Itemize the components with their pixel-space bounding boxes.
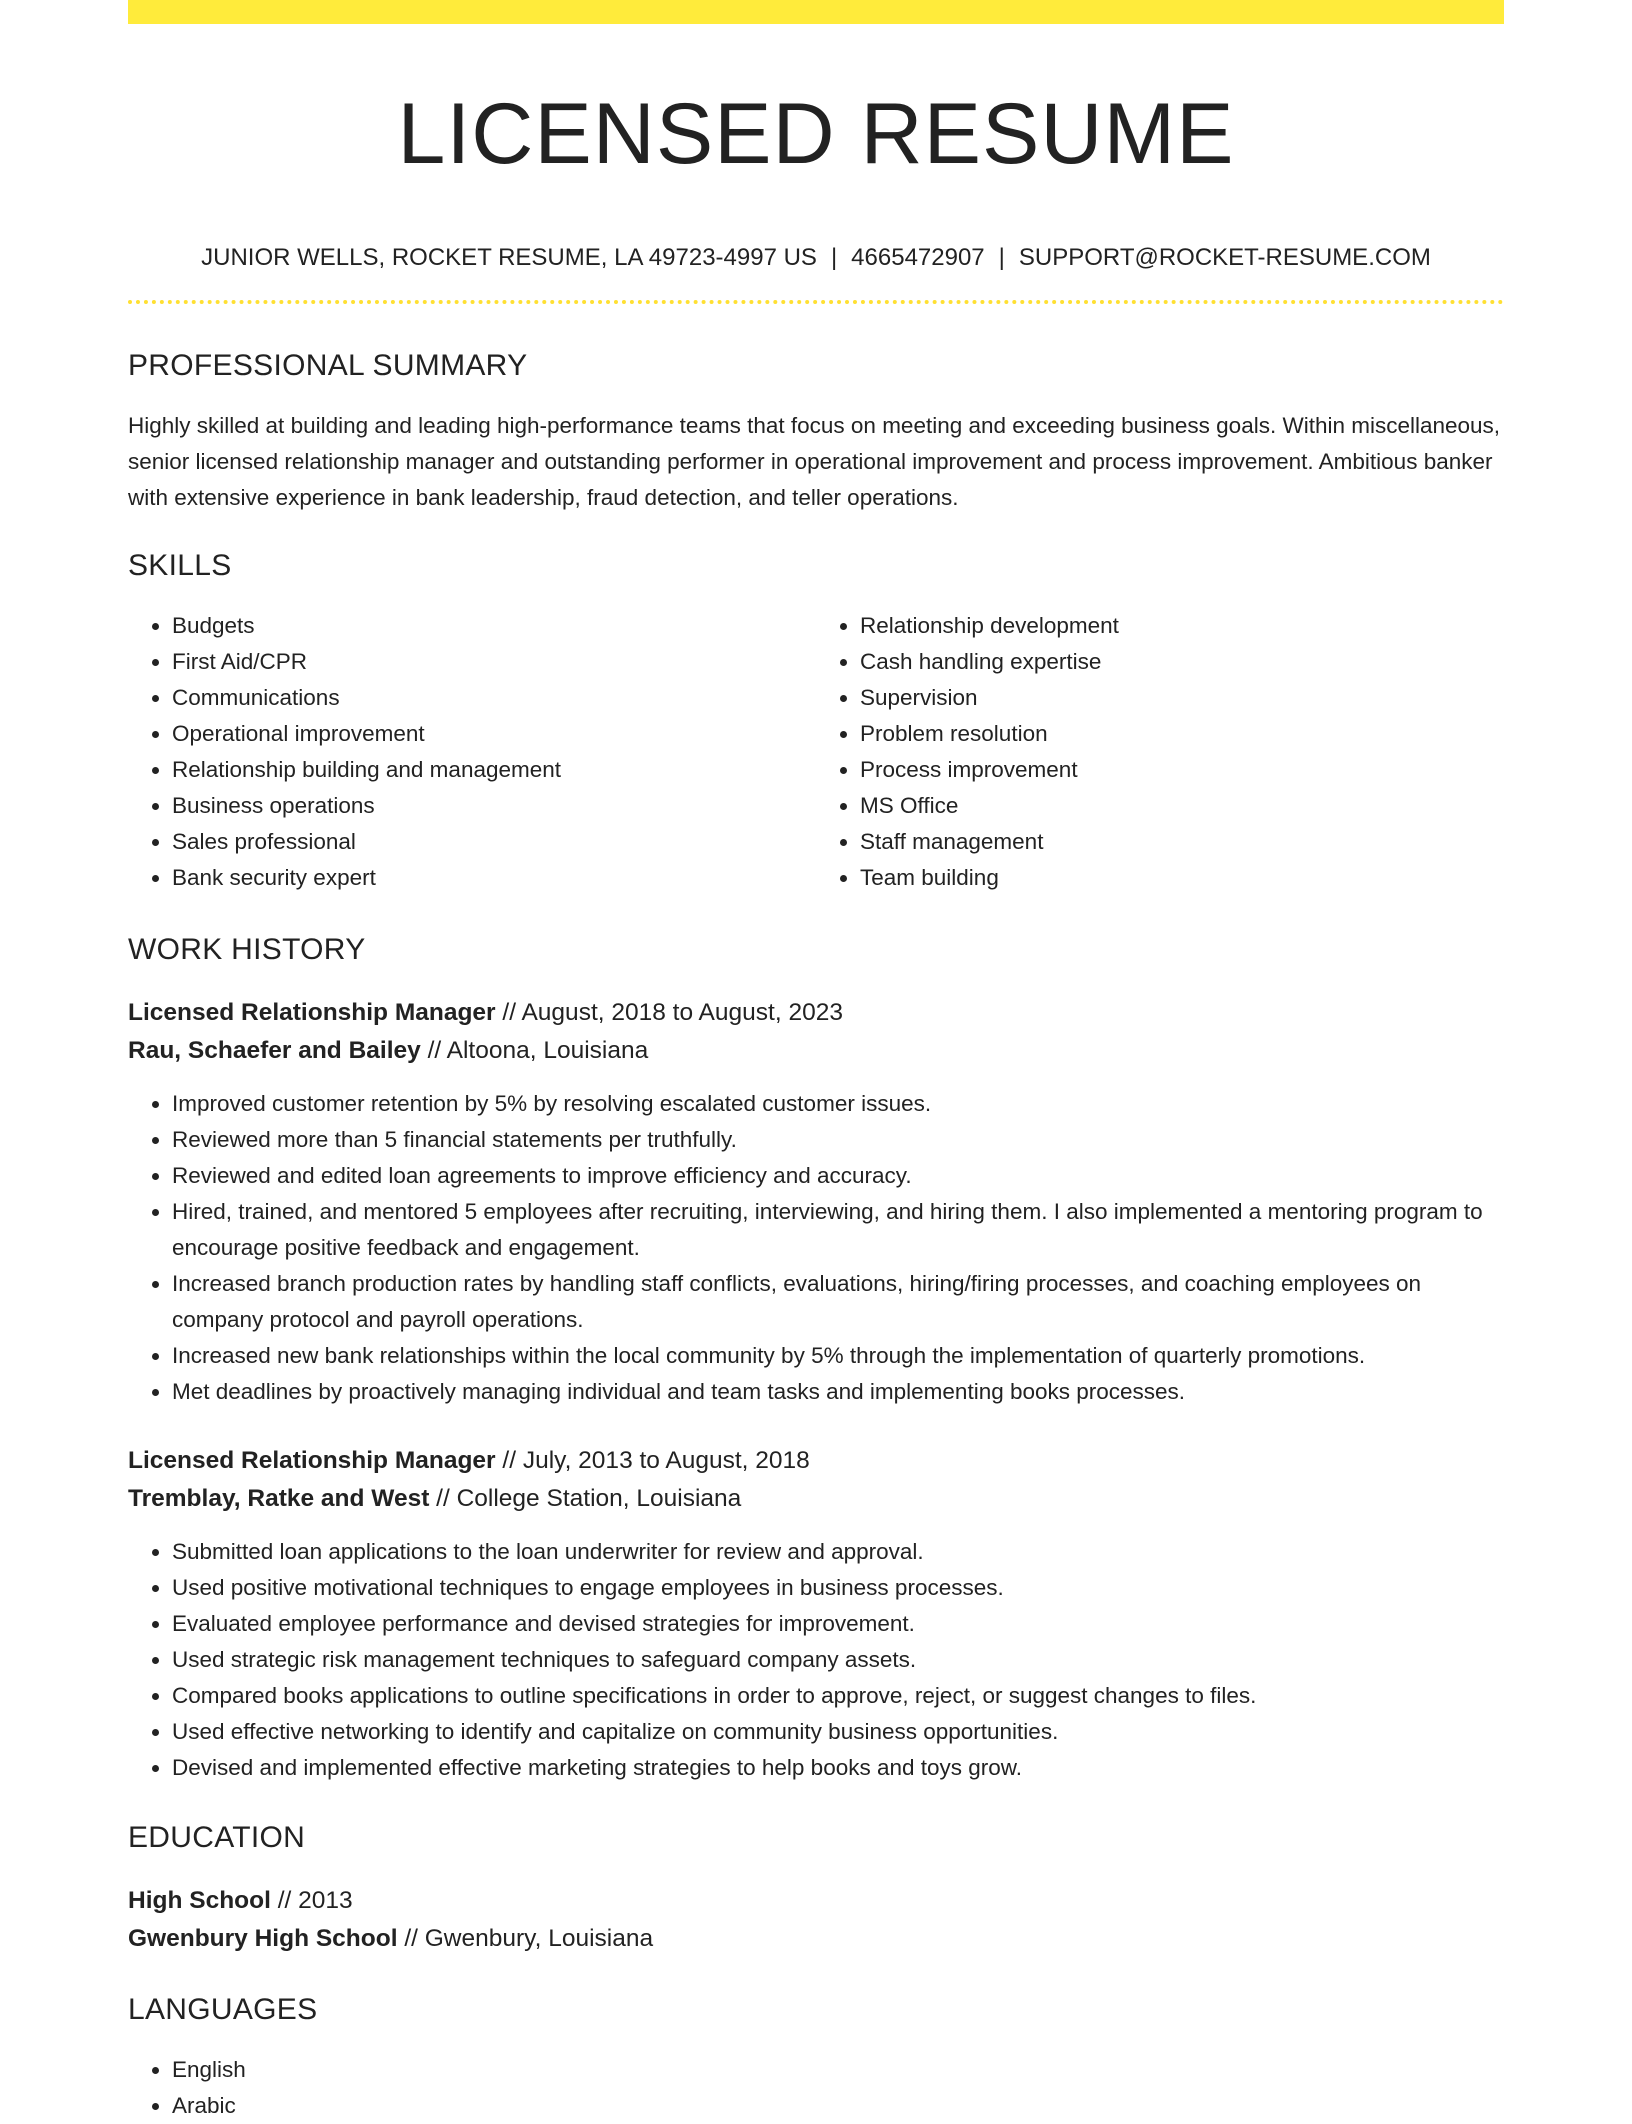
job-title-line [128,1442,1504,1480]
job-bullet: • Used effective networking to identify and capitalize on community business opportunities. [172,1714,1504,1750]
education-year: // 2013 [270,1887,353,1914]
job-role: Licensed Relationship Manager [128,1447,496,1474]
job-role: Licensed Relationship Manager [128,999,496,1026]
job-company: Rau, Schaefer and Bailey [128,1037,421,1064]
contact-separator: | [998,244,1005,271]
job-bullet: • Devised and implemented effective marketing strategies to help books and toys grow. [172,1750,1504,1786]
accent-bar [128,0,1504,24]
contact-separator: | [830,244,838,271]
language-item: • Arabic [172,2088,1504,2124]
skill-item: • Sales professional [172,824,816,860]
skills-list-left [128,608,816,896]
skill-item: • First Aid/CPR [172,644,816,680]
job-bullet: • Used positive motivational techniques to engage employees in business processes. [172,1570,1504,1606]
skill-item: • Bank security expert [172,860,816,896]
skill-item: • Process improvement [860,752,1504,788]
summary-text: Highly skilled at building and leading high-performance teams that focus on meeting and exceeding business goals. Within miscellaneous, senior licensed relationship manager and outstanding performer in operational improvement and process improvement. Ambitious banker with extensive experience in bank leadership, fraud detection, and teller operations. [128,413,1501,510]
job-bullet: • Reviewed and edited loan agreements to improve efficiency and accuracy. [172,1158,1504,1194]
skill-item: • Budgets [172,608,816,644]
job-company: Tremblay, Ratke and West [128,1485,430,1512]
education-school: Gwenbury High School [128,1925,398,1952]
skill-item: • Supervision [860,680,1504,716]
job-bullet: • Hired, trained, and mentored 5 employees after recruiting, interviewing, and hiring them. I also implemented a mentoring program to encourage positive feedback and engagement. [172,1194,1504,1266]
contact-address: JUNIOR WELLS, ROCKET RESUME, LA 49723-4997 US [201,244,817,271]
education-degree-line [128,1882,1504,1920]
job-location: // Altoona, Louisiana [420,1037,649,1064]
skill-item: • Operational improvement [172,716,816,752]
job-bullet: • Increased new bank relationships within the local community by 5% through the implementation of quarterly promotions. [172,1338,1504,1374]
language-item: • English [172,2052,1504,2088]
dotted-divider [128,300,1504,304]
job-title-line [128,994,1504,1032]
skill-item: • Problem resolution [860,716,1504,752]
skill-item: • Team building [860,860,1504,896]
job-bullet: • Submitted loan applications to the loan underwriter for review and approval. [172,1534,1504,1570]
job-bullet-list [128,1534,1504,1786]
skill-item: • Business operations [172,788,816,824]
skill-item: • Staff management [860,824,1504,860]
languages-list [128,2052,1504,2124]
job-bullet: • Increased branch production rates by handling staff conflicts, evaluations, hiring/firing processes, and coaching employees on company protocol and payroll operations. [172,1266,1504,1338]
job-bullet: • Used strategic risk management techniques to safeguard company assets. [172,1642,1504,1678]
skill-item: • Relationship building and management [172,752,816,788]
contact-line [128,242,1504,274]
job-location: // College Station, Louisiana [429,1485,742,1512]
resume-title: LICENSED RESUME [397,86,1235,182]
job-bullet: • Reviewed more than 5 financial statements per truthfully. [172,1122,1504,1158]
skills-heading: SKILLS [128,549,232,582]
job-bullet: • Compared books applications to outline specifications in order to approve, reject, or suggest changes to files. [172,1678,1504,1714]
contact-email: SUPPORT@ROCKET-RESUME.COM [1018,244,1431,271]
job-bullet-list [128,1086,1504,1410]
skill-item: • Communications [172,680,816,716]
languages-heading: LANGUAGES [128,1993,318,2026]
work-history-heading: WORK HISTORY [128,933,366,966]
skills-columns [128,608,1504,896]
job-company-line [128,1032,1504,1070]
job-bullet: • Evaluated employee performance and devised strategies for improvement. [172,1606,1504,1642]
job-dates: // August, 2018 to August, 2023 [495,999,843,1026]
job-company-line [128,1480,1504,1518]
summary-heading: PROFESSIONAL SUMMARY [128,349,528,382]
skills-list-right [816,608,1504,896]
education-heading: EDUCATION [128,1821,306,1854]
resume-page [128,0,1504,2124]
education-school-line [128,1920,1504,1958]
job-bullet: • Met deadlines by proactively managing individual and team tasks and implementing books processes. [172,1374,1504,1410]
education-location: // Gwenbury, Louisiana [397,1925,654,1952]
skill-item: • MS Office [860,788,1504,824]
education-degree: High School [128,1887,271,1914]
job-bullet: • Improved customer retention by 5% by resolving escalated customer issues. [172,1086,1504,1122]
skill-item: • Cash handling expertise [860,644,1504,680]
job-dates: // July, 2013 to August, 2018 [495,1447,810,1474]
skill-item: • Relationship development [860,608,1504,644]
contact-phone: 4665472907 [851,244,985,271]
